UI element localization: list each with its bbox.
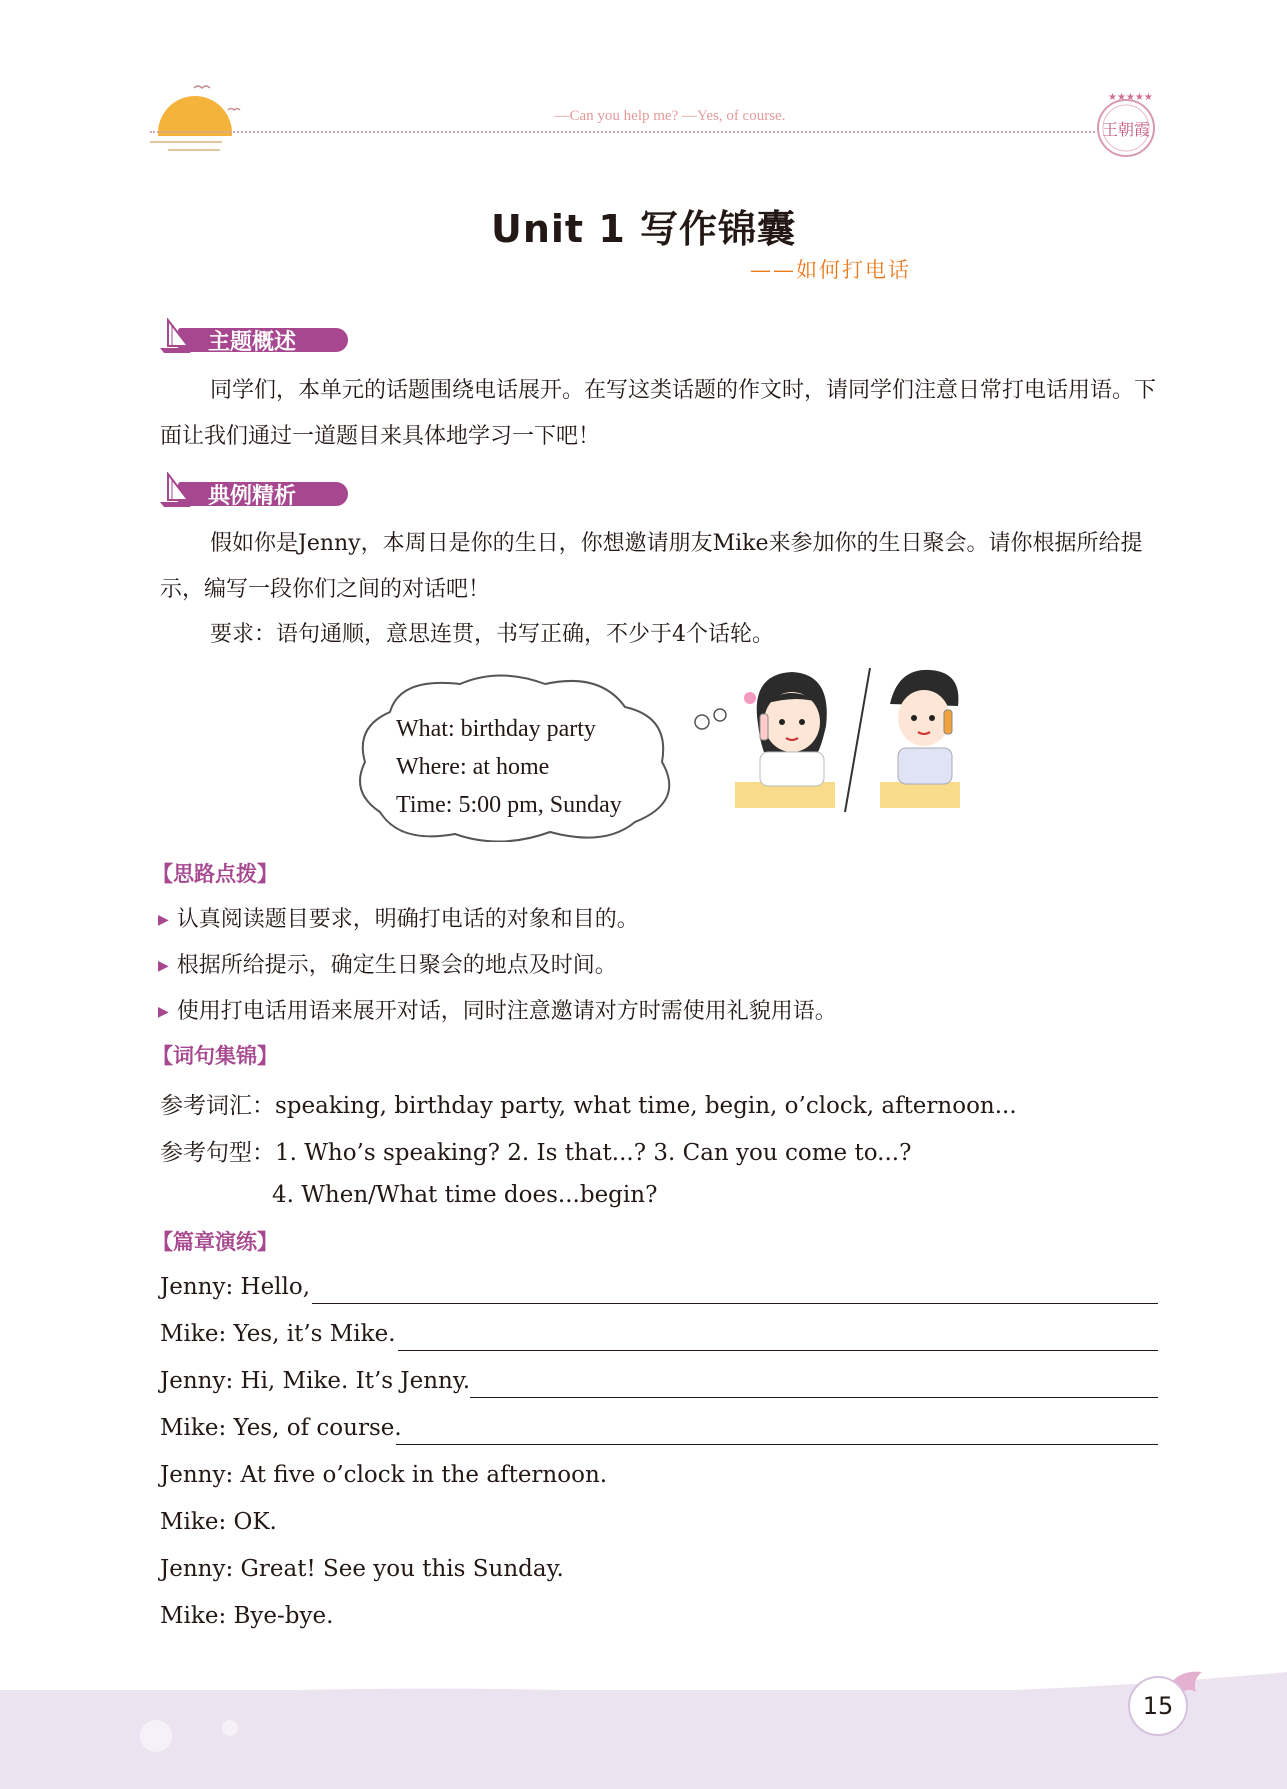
dialogue-line: Mike: Bye-bye. xyxy=(160,1603,334,1629)
triangle-bullet-icon: ▶ xyxy=(158,912,169,928)
publisher-seal-logo xyxy=(1090,90,1162,162)
thinking-label: 【思路点拨】 xyxy=(152,862,278,886)
sun-reflection xyxy=(150,141,222,143)
requirement-text: 要求：语句通顺，意思连贯，书写正确，不少于4个话轮。 xyxy=(210,622,774,647)
thinking-point: ▶ 认真阅读题目要求，明确打电话的对象和目的。 xyxy=(158,907,639,932)
phrases-label: 【词句集锦】 xyxy=(152,1044,278,1068)
practice-label: 【篇章演练】 xyxy=(152,1230,278,1254)
svg-text:王朝霞: 王朝霞 xyxy=(1101,120,1151,139)
sailboat-icon xyxy=(158,472,202,508)
thinking-point: ▶ 根据所给提示，确定生日聚会的地点及时间。 xyxy=(158,953,617,978)
page-subtitle: ——如何打电话 xyxy=(750,258,911,282)
dialogue-line: Jenny: Great! See you this Sunday. xyxy=(160,1556,564,1582)
cloud-where: Where: at home xyxy=(396,754,550,780)
answer-blank[interactable] xyxy=(470,1396,1158,1398)
triangle-bullet-icon: ▶ xyxy=(158,958,169,974)
cloud-what: What: birthday party xyxy=(396,716,596,742)
dialogue-line: Mike: OK. xyxy=(160,1509,277,1535)
reference-sentences-cont: 4. When/What time does...begin? xyxy=(272,1182,658,1208)
reference-sentences: 参考句型：1. Who’s speaking? 2. Is that...? 3. Can you come to...? xyxy=(160,1140,912,1166)
example-paragraph: 假如你是Jenny，本周日是你的生日，你想邀请朋友Mike来参加你的生日聚会。请你根据所给提示，编写一段你们之间的对话吧！ xyxy=(160,531,1143,602)
dialogue-line: Jenny: Hello, xyxy=(160,1274,311,1300)
thinking-point: ▶ 使用打电话用语来展开对话，同时注意邀请对方时需使用礼貌用语。 xyxy=(158,999,837,1024)
overview-paragraph: 同学们，本单元的话题围绕电话展开。在写这类话题的作文时，请同学们注意日常打电话用语。下面让我们通过一道题目来具体地学习一下吧！ xyxy=(160,378,1157,449)
footer-bubbles xyxy=(120,1706,320,1766)
section-label-example: 典例精析 xyxy=(158,472,358,506)
dialogue-line: Mike: Yes, it’s Mike. xyxy=(160,1321,396,1347)
svg-text:★★★★★: ★★★★★ xyxy=(1108,92,1153,103)
reference-vocabulary: 参考词汇：speaking, birthday party, what time, begin, o’clock, afternoon... xyxy=(160,1093,1017,1119)
birds-icon xyxy=(190,82,250,122)
sailboat-icon xyxy=(158,318,202,354)
section-label-overview: 主题概述 xyxy=(158,318,358,352)
answer-blank[interactable] xyxy=(396,1443,1158,1445)
answer-blank[interactable] xyxy=(398,1349,1158,1351)
phone-call-illustration xyxy=(730,664,970,814)
thought-bubbles xyxy=(688,706,728,730)
dialogue-line: Jenny: At five o’clock in the afternoon. xyxy=(160,1462,608,1488)
header-motto: —Can you help me? —Yes, of course. xyxy=(554,108,786,124)
cloud-time: Time: 5:00 pm, Sunday xyxy=(396,792,622,818)
header-divider xyxy=(150,131,1095,133)
dialogue-line: Jenny: Hi, Mike. It’s Jenny. xyxy=(160,1368,471,1394)
dialogue-line: Mike: Yes, of course. xyxy=(160,1415,402,1441)
triangle-bullet-icon: ▶ xyxy=(158,1004,169,1020)
page-title: Unit 1 写作锦囊 xyxy=(491,207,796,251)
page-number: 15 xyxy=(1128,1676,1188,1736)
answer-blank[interactable] xyxy=(312,1302,1158,1304)
sun-reflection xyxy=(168,149,220,151)
